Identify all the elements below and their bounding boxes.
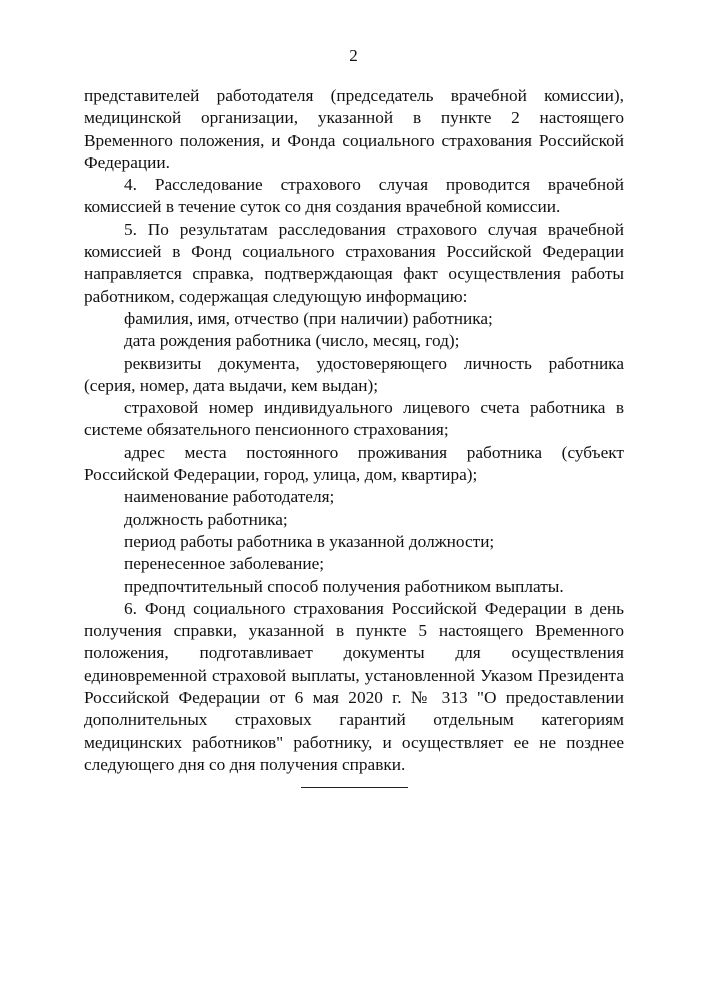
list-item: фамилия, имя, отчество (при наличии) работника; xyxy=(124,308,493,328)
list-item: предпочтительный способ получения работником выплаты. xyxy=(124,576,564,596)
list-item: реквизиты документа, удостоверяющего личность работника (серия, номер, дата выдачи, кем выдан); xyxy=(84,353,624,395)
document-body xyxy=(84,85,624,776)
list-item: период работы работника в указанной должности; xyxy=(124,531,495,551)
end-divider-line xyxy=(301,787,408,788)
paragraph-item-6: 6. Фонд социального страхования Российской Федерации в день получения справки, указанной в пункте 5 настоящего Временного положения, подготавливает документы для осуществления единовременной страховой выплаты, установленной Указом Президента Российской Федерации от 6 мая 2020 г. № 313 "О предоставлении дополнительных страховых гарантий отдельным категориям медицинских работников" работнику, и осуществляет ее не позднее следующего дня со дня получения справки. xyxy=(84,598,624,774)
list-item: перенесенное заболевание; xyxy=(124,554,325,574)
list-item: наименование работодателя; xyxy=(124,487,335,507)
paragraph-item-4: 4. Расследование страхового случая проводится врачебной комиссией в течение суток со дня создания врачебной комиссии. xyxy=(84,175,624,217)
list-item: дата рождения работника (число, месяц, год); xyxy=(124,331,460,351)
list-item: адрес места постоянного проживания работника (субъект Российской Федерации, город, улица, дом, квартира); xyxy=(84,442,624,485)
list-item: должность работника; xyxy=(124,509,288,529)
paragraph-continuation: представителей работодателя (председатель врачебной комиссии), медицинской организации, указанной в пункте 2 настоящего Временного положения, и Фонда социального страхования Российской Федерации. xyxy=(84,86,624,172)
page-number: 2 xyxy=(349,46,358,65)
list-item: страховой номер индивидуального лицевого счета работника в системе обязательного пенсионного страхования; xyxy=(84,398,624,440)
paragraph-item-5: 5. По результатам расследования страхового случая врачебной комиссией в Фонд социального страхования Российской Федерации направляется справка, подтверждающая факт осуществления работы работником, содержащая следующую информацию: xyxy=(84,219,624,306)
